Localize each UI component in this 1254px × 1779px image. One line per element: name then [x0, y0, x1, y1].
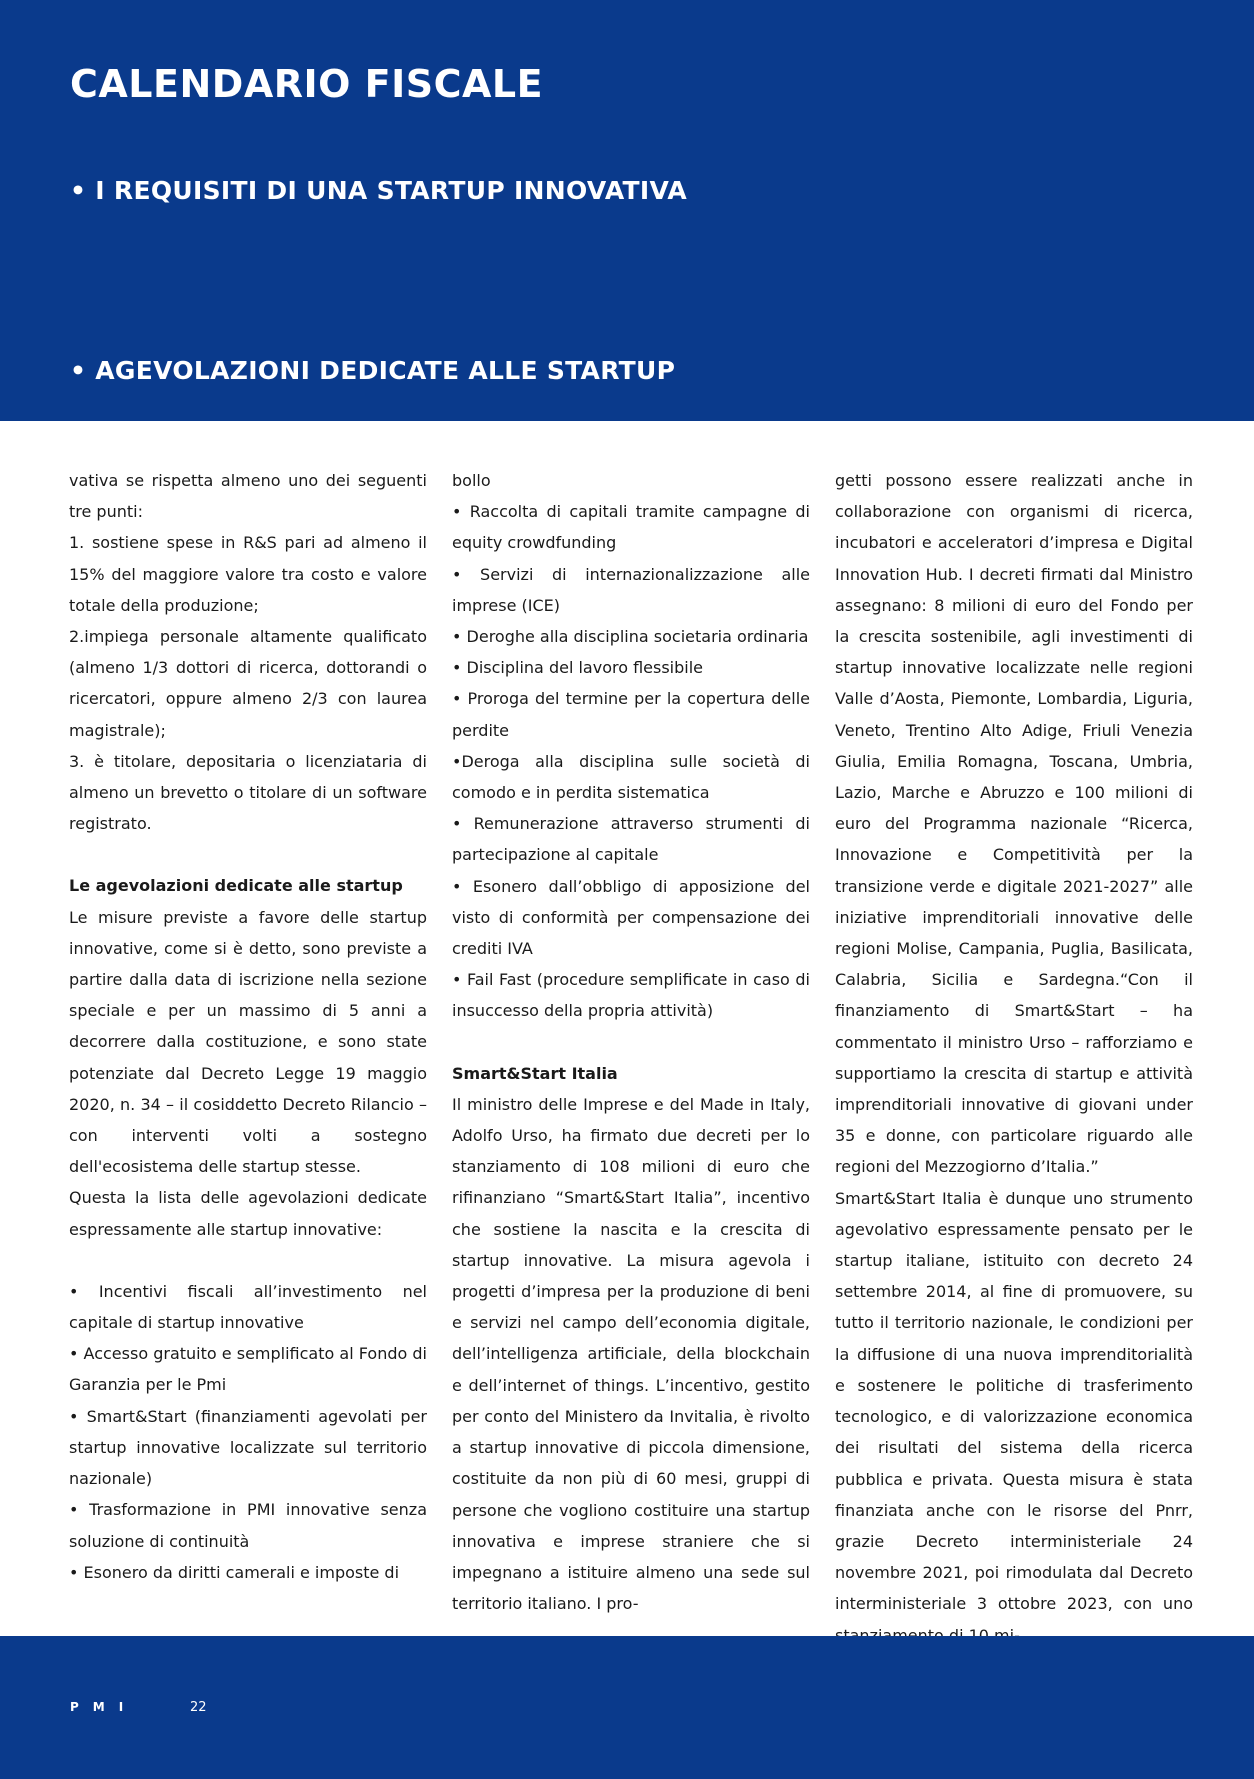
spacer [69, 1245, 427, 1276]
spacer [69, 839, 427, 870]
list-item: • Smart&Start (finanziamenti agevolati per startup innovative localizzate sul territorio nazionale) [69, 1406, 427, 1489]
text-column-3 [835, 465, 1193, 1651]
paragraph: getti possono essere realizzati anche in collaborazione con organismi di ricerca, incubatori e acceleratori d’impresa e Digital Innovation Hub. I decreti firmati dal Ministro assegnano: 8 milioni di euro del Fondo per la crescita sostenibile, agli investimenti di startup innovative localizzate nelle regioni Valle d’Aosta, Piemonte, Lombardia, Liguria, Veneto, Trentino Alto Adige, Friuli Venezia Giulia, Emilia Romagna, Toscana, Umbria, Lazio, Marche e Abruzzo e 100 milioni di euro del Programma nazionale “Ricerca, Innovazione e Competitività per la transizione verde e digitale 2021-2027” alle iniziative imprenditoriali innovative delle regioni Molise, Campania, Puglia, Basilicata, Calabria, Sicilia e Sardegna.“Con il finanziamento di Smart&Start – ha commentato il ministro Urso – rafforziamo e supportiamo la crescita di startup e attività imprenditoriali innovative di giovani under 35 e donne, con particolare riguardo alle regioni del Mezzogiorno d’Italia.” [835, 471, 1193, 1177]
list-item: • Remunerazione attraverso strumenti di partecipazione al capitale [452, 814, 810, 865]
text-column-2 [452, 465, 810, 1619]
requirement-2: 2.impiega personale altamente qualificato (almeno 1/3 dottori di ricerca, dottorandi o ricercatori, oppure almeno 2/3 con laurea magistrale); [69, 627, 427, 740]
paragraph: Questa la lista delle agevolazioni dedicate espressamente alle startup innovative: [69, 1188, 427, 1239]
list-item: •Deroga alla disciplina sulle società di comodo e in perdita sistematica [452, 751, 810, 803]
list-item: • Deroghe alla disciplina societaria ordinaria [452, 627, 809, 647]
list-item: • Servizi di internazionalizzazione alle imprese (ICE) [452, 564, 810, 615]
requirement-1: 1. sostiene spese in R&S pari ad almeno il 15% del maggiore valore tra costo e valore totale della produzione; [69, 533, 427, 615]
list-item: • Accesso gratuito e semplificato al Fondo di Garanzia per le Pmi [69, 1344, 427, 1395]
header-banner [0, 0, 1254, 421]
page-number: 22 [190, 1700, 207, 1715]
list-item: • Raccolta di capitali tramite campagne di equity crowdfunding [452, 502, 810, 553]
paragraph: Il ministro delle Imprese e del Made in Italy, Adolfo Urso, ha firmato due decreti per lo stanziamento di 108 milioni di euro che rifinanziano “Smart&Start Italia”, incentivo che sostiene la nascita e la crescita di startup innovative. La misura agevola i progetti d’impresa per la produzione di beni e servizi nel campo dell’economia digitale, dell’intelligenza artificiale, della blockchain e dell’internet of things. L’incentivo, gestito per conto del Ministero da Invitalia, è rivolto a startup innovative di piccola dimensione, costituite da non più di 60 mesi, gruppi di persone che vogliono costituire una startup innovativa e imprese straniere che si impegnano a istituire almeno una sede sul territorio italiano. I pro- [452, 1094, 810, 1614]
list-item: • Fail Fast (procedure semplificate in caso di insuccesso della propria attività) [452, 970, 810, 1021]
text-column-1 [69, 465, 427, 1588]
list-item: • Disciplina del lavoro flessibile [452, 658, 704, 678]
list-item: • Esonero da diritti camerali e imposte di [69, 1562, 400, 1582]
spacer [452, 1027, 810, 1058]
page-title: CALENDARIO FISCALE [70, 62, 544, 106]
list-item: • Proroga del termine per la copertura delle perdite [452, 689, 810, 740]
list-item: bollo [452, 471, 491, 490]
section-title-smartstart: Smart&Start Italia [452, 1063, 618, 1083]
footer-brand-logo: PMI [70, 1700, 138, 1714]
list-item: • Trasformazione in PMI innovative senza soluzione di continuità [69, 1500, 427, 1551]
paragraph: Smart&Start Italia è dunque uno strumento agevolativo espressamente pensato per le startup italiane, istituito con decreto 24 settembre 2014, al fine di promuovere, su tutto il territorio nazionale, le condizioni per la diffusione di una nuova imprenditorialità e sostenere le politiche di trasferimento tecnologico, e di valorizzazione economica dei risultati del sistema della ricerca pubblica e privata. Questa misura è stata finanziata anche con le risorse del Pnrr, grazie Decreto interministeriale 24 novembre 2021, poi rimodulata dal Decreto interministeriale 3 ottobre 2023, con uno [835, 1188, 1193, 1614]
list-item: • Incentivi fiscali all’investimento nel capitale di startup innovative [69, 1281, 427, 1333]
list-item: • Esonero dall’obbligo di apposizione del visto di conformità per compensazione dei crediti IVA [452, 876, 810, 959]
subheading-agevolazioni: • AGEVOLAZIONI DEDICATE ALLE STARTUP [70, 356, 676, 385]
intro-text: vativa se rispetta almeno uno dei seguenti tre punti: [69, 471, 427, 522]
paragraph: Le misure previste a favore delle startup innovative, come si è detto, sono previste a partire dalla data di iscrizione nella sezione speciale e per un massimo di 5 anni a decorrere dalla costituzione, e sono state potenziate dal Decreto Legge 19 maggio 2020, n. 34 – il cosiddetto Decreto Rilancio – con interventi volti a sostegno dell'ecosistema delle startup stesse. [69, 907, 427, 1177]
subheading-requisiti: • I REQUISITI DI UNA STARTUP INNOVATIVA [70, 176, 688, 205]
footer-bar [0, 1636, 1254, 1779]
section-title-agevolazioni: Le agevolazioni dedicate alle startup [69, 876, 403, 896]
requirement-3: 3. è titolare, depositaria o licenziataria di almeno un brevetto o titolare di un software registrato. [69, 751, 427, 834]
